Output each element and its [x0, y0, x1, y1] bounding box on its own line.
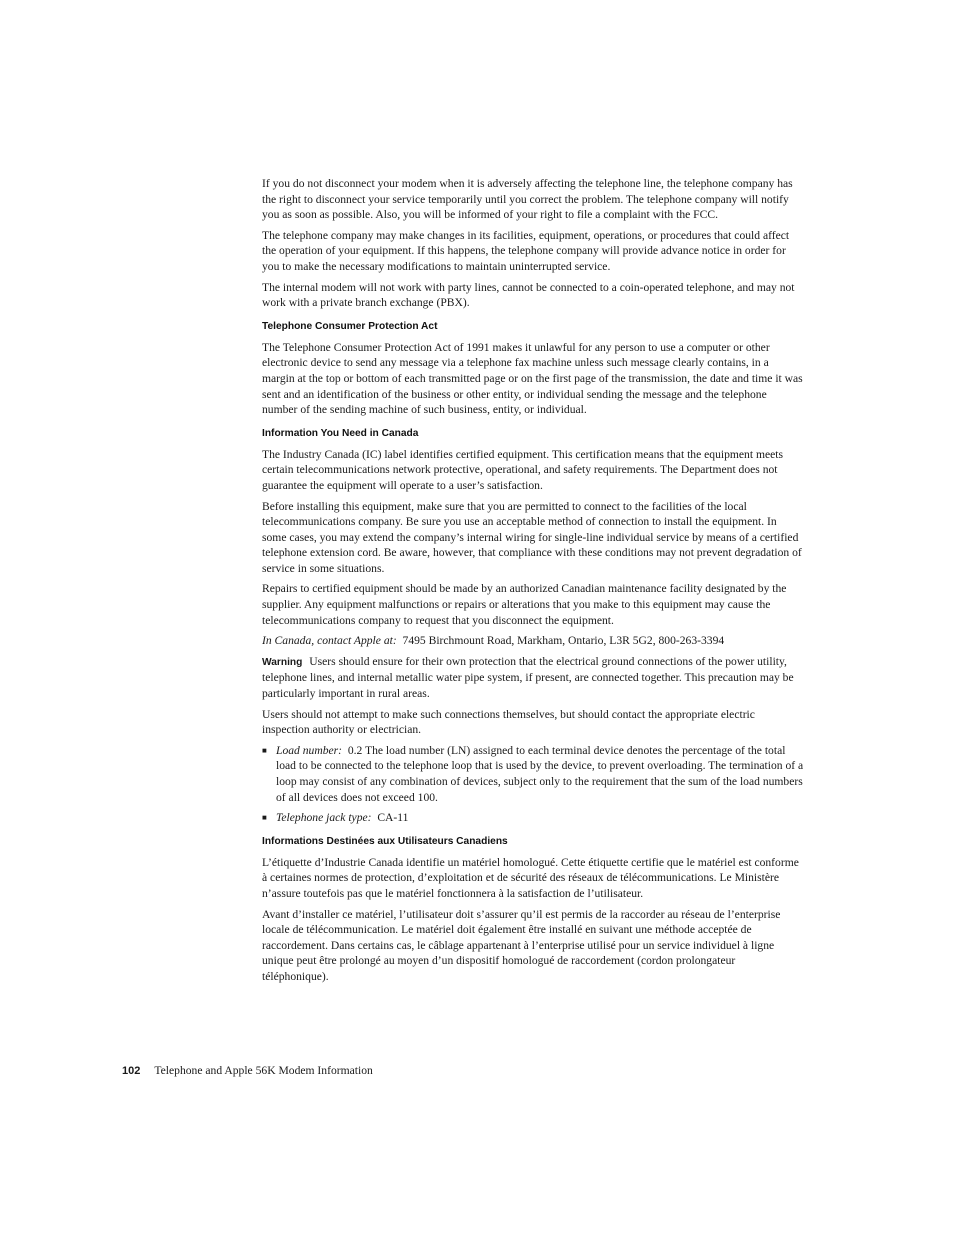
load-number-label: Load number: — [276, 743, 343, 757]
jack-type-label: Telephone jack type: — [276, 811, 372, 825]
contact-label: In Canada, contact Apple at: — [262, 634, 397, 648]
section-heading-canada: Information You Need in Canada — [262, 427, 419, 439]
spec-list — [262, 743, 804, 826]
intro-paragraph: The internal modem will not work with party lines, cannot be connected to a coin-operated telephone, and may not work with a private branch exchange (PBX). — [262, 280, 795, 310]
page-number: 102 — [122, 1065, 141, 1077]
load-number-text: 0.2 The load number (LN) assigned to each terminal device denotes the percentage of the total load to be connected to the telephone loop that is used by the device, to prevent overloading. The termination of a loop may consist of any combination of devices, subject only to the requirement that the sum of the load numbers of all devices does not exceed 100. — [276, 743, 804, 804]
section-heading-tcpa: Telephone Consumer Protection Act — [262, 320, 438, 332]
canada-paragraph: Users should not attempt to make such connections themselves, but should contact the appropriate electric inspection authority or electrician. — [262, 707, 755, 737]
section-heading-french: Informations Destinées aux Utilisateurs Canadiens — [262, 835, 508, 847]
canada-paragraph: Repairs to certified equipment should be made by an authorized Canadian maintenance facility designated by the supplier. Any equipment malfunctions or repairs or alterations that you make to this equipment may cause the telecommunications company to request that you disconnect the equipment. — [262, 582, 787, 627]
warning-text: Users should ensure for their own protection that the electrical ground connections of the power utility, telephone lines, and internal metallic water pipe system, if present, are connected together. This precaution may be particularly important in rural areas. — [262, 654, 794, 701]
intro-paragraph: The telephone company may make changes in its facilities, equipment, operations, or procedures that could affect the operation of your equipment. If this happens, the telephone company will provide advance notice in order for you to make the necessary modifications to maintain uninterrupted service. — [262, 228, 790, 273]
french-paragraph: Avant d’installer ce matériel, l’utilisateur doit s’assurer qu’il est permis de la raccorder au réseau de l’enterprise locale de télécommunication. Le matériel doit également être installé en suivant une méthode acceptée de raccordement. Dans certains cas, le câblage appartenant à l’enterprise utilisé pour un service individuel à ligne unique peut être prolongé au moyen d’un dispositif homologué de raccordement (cordon prolongateur téléphonique). — [262, 907, 781, 983]
contact-value: 7495 Birchmount Road, Markham, Ontario, L3R 5G2, 800-263-3394 — [402, 634, 725, 648]
french-paragraph: L’étiquette d’Industrie Canada identifie un matériel homologué. Cette étiquette certifie que le matériel est conforme à certaines normes de protection, d’exploitation et de sécurité des réseaux de télécommunications. Le Ministère n’assure toutefois pas que le matériel fonctionnera à la satisfaction de l’utilisateur. — [262, 855, 799, 900]
bullet-icon: ■ — [262, 745, 267, 755]
page-body — [262, 176, 804, 990]
footer-title: Telephone and Apple 56K Modem Information — [154, 1064, 373, 1077]
page-footer — [122, 1064, 373, 1077]
canada-paragraph: Before installing this equipment, make sure that you are permitted to connect to the facilities of the local telecommunications company. Be sure you use an acceptable method of connection to install the equipment. In some cases, you may extend the company’s internal wiring for single-line individual service by means of a certified telephone extension cord. Be aware, however, that compliance with these conditions may not prevent degradation of service in some situations. — [262, 499, 802, 575]
jack-type-text: CA-11 — [377, 811, 409, 825]
intro-paragraph: If you do not disconnect your modem when it is adversely affecting the telephone line, the telephone company has the right to disconnect your service temporarily until you correct the problem. The telephone company will notify you as soon as possible. Also, you will be informed of your right to file a complaint with the FCC. — [262, 177, 793, 222]
bullet-icon: ■ — [262, 813, 267, 823]
warning-paragraph — [262, 654, 804, 702]
list-item — [262, 810, 804, 826]
contact-line — [262, 633, 804, 649]
canada-paragraph: The Industry Canada (IC) label identifies certified equipment. This certification means that the equipment meets certain telecommunications network protective, operational, and safety requirements. The Department does not guarantee the equipment will operate to a user’s satisfaction. — [262, 447, 784, 492]
warning-label: Warning — [262, 656, 303, 668]
list-item — [262, 743, 804, 805]
tcpa-paragraph: The Telephone Consumer Protection Act of 1991 makes it unlawful for any person to use a computer or other electronic device to send any message via a telephone fax machine unless such message clearly contains, in a margin at the top or bottom of each transmitted page or on the first page of the transmission, the date and time it was sent and an identification of the business or other entity, or individual sending the message and the telephone number of the sending machine of such business, entity, or individual. — [262, 340, 803, 417]
